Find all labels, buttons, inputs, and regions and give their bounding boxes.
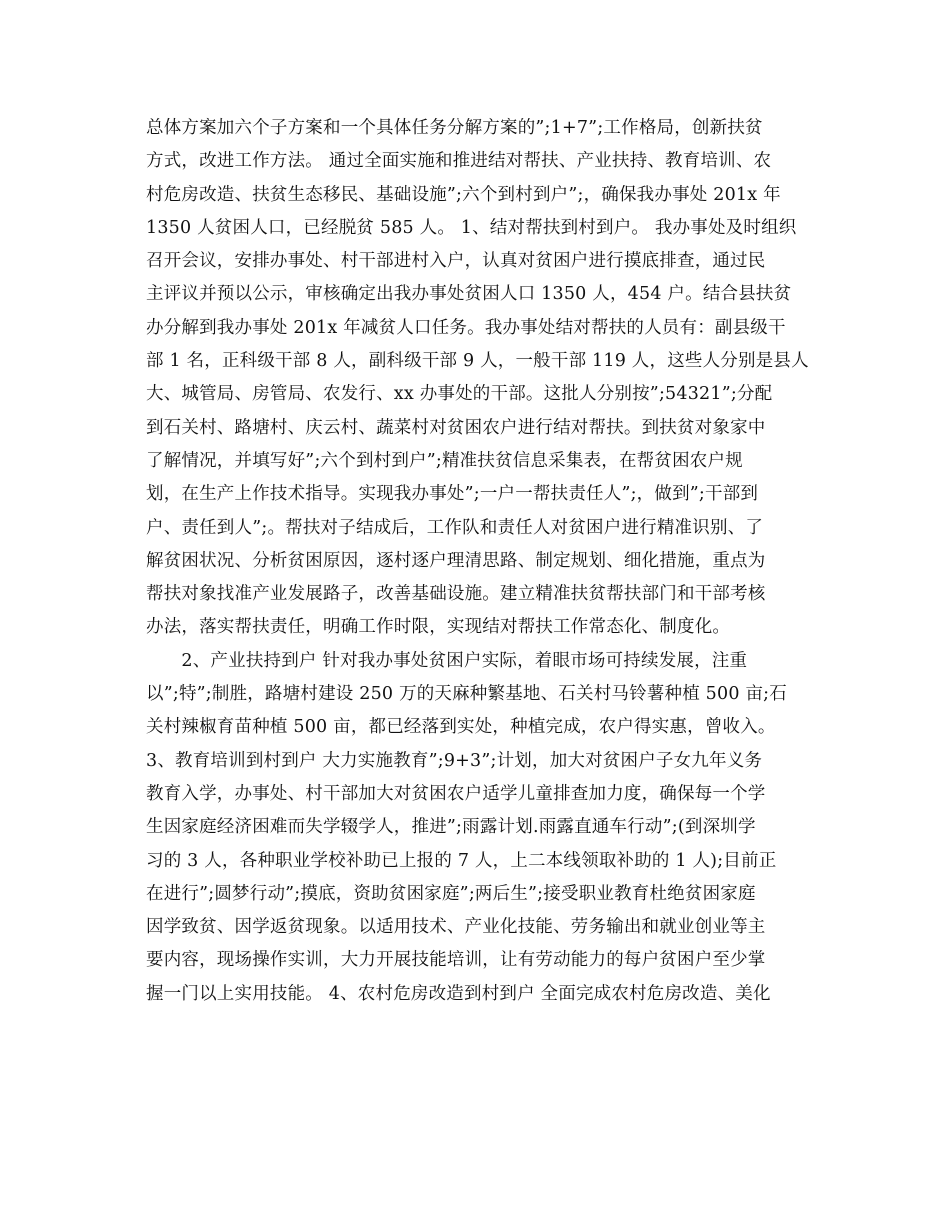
text-line: 握一门以上实用技能。 4、农村危房改造到村到户 全面完成农村危房改造、美化 xyxy=(146,983,771,1004)
text-line: 1350 人贫困人口，已经脱贫 585 人。 1、结对帮扶到村到户。 我办事处及时组织 xyxy=(146,217,797,238)
text-line: 户、责任到人”;。帮扶对子结成后，工作队和责任人对贫困户进行精准识别、了 xyxy=(146,517,764,538)
text-line: 帮扶对象找准产业发展路子，改善基础设施。建立精准扶贫帮扶部门和干部考核 xyxy=(146,584,766,605)
text-line: 关村辣椒育苗种植 500 亩，都已经落到实处，种植完成，农户得实惠，曾收入。 xyxy=(146,717,776,738)
text-line: 到石关村、路塘村、庆云村、蔬菜村对贫困农户进行结对帮扶。到扶贫对象家中 xyxy=(146,417,766,438)
document-body xyxy=(146,112,814,1011)
text-line: 生因家庭经济困难而失学辍学人，推进”;雨露计划.雨露直通车行动”;(到深圳学 xyxy=(146,817,756,838)
text-line: 部 1 名，正科级干部 8 人，副科级干部 9 人，一般干部 119 人，这些人分别是县人 xyxy=(146,351,809,372)
text-line: 主评议并预以公示，审核确定出我办事处贫困人口 1350 人，454 户。结合县扶贫 xyxy=(146,284,792,305)
text-line: 在进行”;圆梦行动”;摸底，资助贫困家庭”;两后生”;接受职业教育杜绝贫困家庭 xyxy=(146,883,756,904)
text-line: 因学致贫、因学返贫现象。以适用技术、产业化技能、劳务输出和就业创业等主 xyxy=(146,917,766,938)
text-line: 习的 3 人，各种职业学校补助已上报的 7 人，上二本线领取补助的 1 人);目前正 xyxy=(146,850,777,871)
text-line: 大、城管局、房管局、农发行、xx 办事处的干部。这批人分别按”;54321”;分配 xyxy=(146,384,773,405)
text-line: 划，在生产上作技术指导。实现我办事处”;一户一帮扶责任人”;，做到”;干部到 xyxy=(146,484,759,505)
text-line: 办分解到我办事处 201x 年减贫人口任务。我办事处结对帮扶的人员有：副县级干 xyxy=(146,317,786,338)
text-line: 2、产业扶持到户 针对我办事处贫困户实际，着眼市场可持续发展，注重 xyxy=(146,650,748,671)
text-line: 以”;特”;制胜，路塘村建设 250 万的天麻种繁基地、石关村马铃薯种植 500 亩;石 xyxy=(146,684,787,705)
text-line: 村危房改造、扶贫生态移民、基础设施”;六个到村到户”;，确保我办事处 201x 年 xyxy=(146,184,781,205)
text-line: 办法，落实帮扶责任，明确工作时限，实现结对帮扶工作常态化、制度化。 xyxy=(146,617,731,638)
text-line: 召开会议，安排办事处、村干部进村入户，认真对贫困户进行摸底排查，通过民 xyxy=(146,251,766,272)
text-line: 了解情况，并填写好”;六个到村到户”;精准扶贫信息采集表，在帮贫困农户规 xyxy=(146,450,743,471)
text-line: 解贫困状况、分析贫困原因，逐村逐户理清思路、制定规划、细化措施，重点为 xyxy=(146,550,766,571)
text-line: 总体方案加六个子方案和一个具体任务分解方案的”;1+7”;工作格局，创新扶贫 xyxy=(146,118,763,138)
text-line: 要内容，现场操作实训，大力开展技能培训，让有劳动能力的每户贫困户至少掌 xyxy=(146,950,766,971)
text-line: 教育入学，办事处、村干部加大对贫困农户适学儿童排查加力度，确保每一个学 xyxy=(146,783,766,804)
text-line: 方式，改进工作方法。 通过全面实施和推进结对帮扶、产业扶持、教育培训、农 xyxy=(146,151,772,172)
text-line: 3、教育培训到村到户 大力实施教育”;9+3”;计划，加大对贫困户子女九年义务 xyxy=(146,750,763,771)
